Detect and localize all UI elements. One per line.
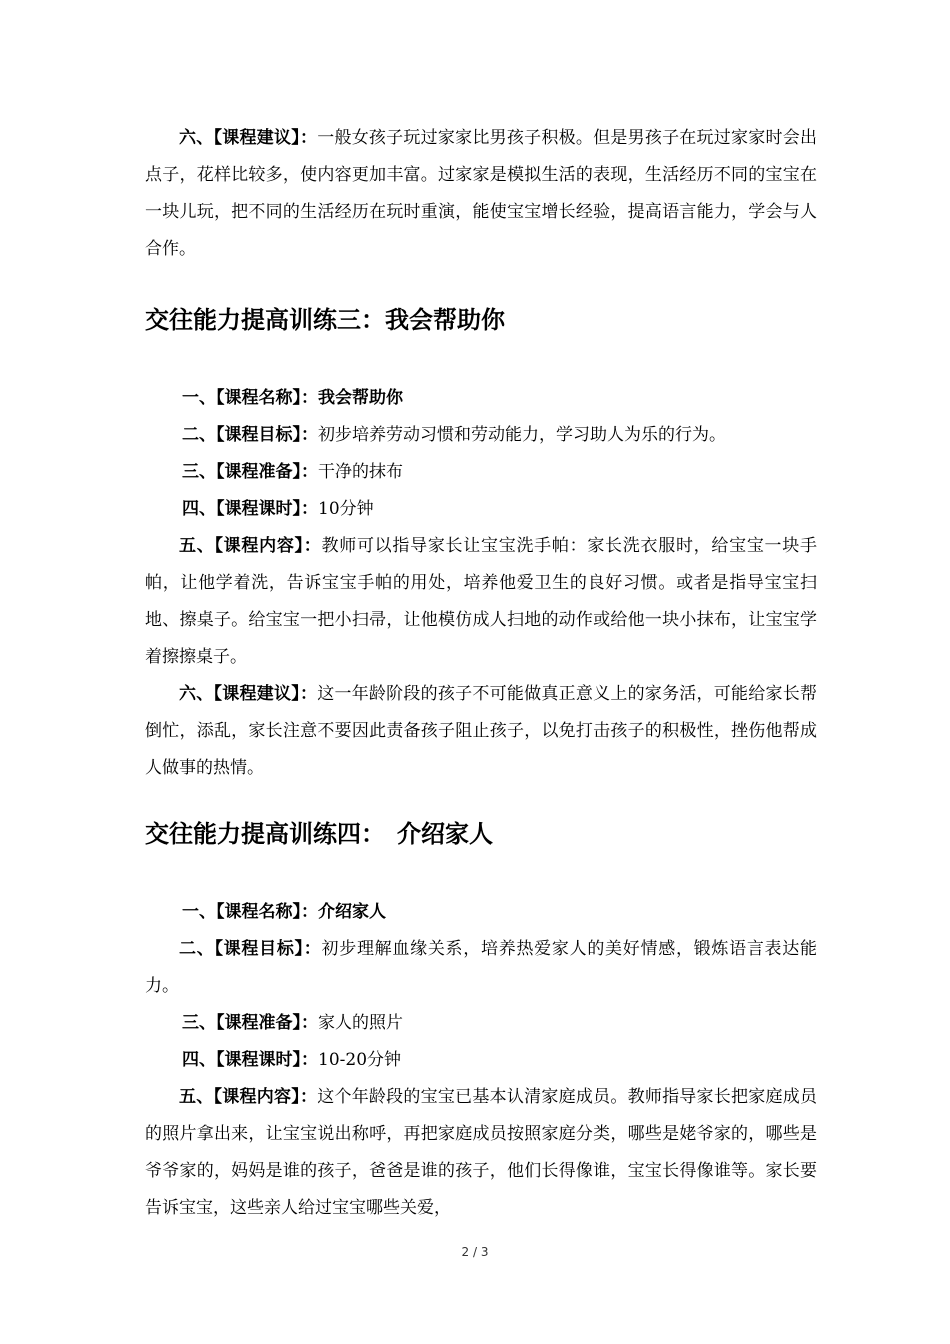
- s3-course-name: [182, 380, 822, 417]
- s4-course-goal-label: 二、【课程目标】：: [179, 939, 322, 959]
- s3-course-advice-value: 这一年龄阶段的孩子不可能做真正意义上的家务活，可能给家长帮倒忙，添乱，家长注意不要因此责备孩子阻止孩子，以免打击孩子的积极性，挫伤他帮成人做事的热情。: [145, 684, 818, 778]
- s3-course-name-value: 我会帮助你: [318, 388, 403, 408]
- s3-course-content-value: 教师可以指导家长让宝宝洗手帕：家长洗衣服时，给宝宝一块手帕，让他学着洗，告诉宝宝手帕的用处，培养他爱卫生的良好习惯。或者是指导宝宝扫地、擦桌子。给宝宝一把小扫帚，让他模仿成人扫地的动作或给他一块小抹布，让宝宝学着擦擦桌子。: [145, 536, 817, 667]
- section-heading-3: 交往能力提高训练三：我会帮助你: [145, 306, 505, 334]
- s3-course-goal-label: 二、【课程目标】：: [182, 425, 318, 445]
- s3-course-time-value: 10分钟: [318, 499, 374, 519]
- s4-course-goal: [145, 931, 817, 1005]
- s4-course-name: [182, 894, 822, 931]
- s4-course-prep-value: 家人的照片: [318, 1013, 403, 1033]
- page-number: 2 / 3: [461, 1245, 489, 1259]
- s4-course-name-value: 介绍家人: [318, 902, 386, 922]
- s3-course-goal-value: 初步培养劳动习惯和劳动能力，学习助人为乐的行为。: [318, 425, 726, 445]
- section-heading-4: 交往能力提高训练四： 介绍家人: [145, 820, 493, 848]
- s4-course-goal-value: 初步理解血缘关系，培养热爱家人的美好情感，锻炼语言表达能力。: [145, 939, 817, 996]
- s4-course-content-value: 这个年龄段的宝宝已基本认清家庭成员。教师指导家长把家庭成员的照片拿出来，让宝宝说出称呼，再把家庭成员按照家庭分类，哪些是姥爷家的，哪些是爷爷家的，妈妈是谁的孩子，爸爸是谁的孩子，他们长得像谁，宝宝长得像谁等。家长要告诉宝宝，这些亲人给过宝宝哪些关爱，: [145, 1087, 818, 1218]
- s3-course-prep-value: 干净的抹布: [318, 462, 403, 482]
- s3-course-prep-label: 三、【课程准备】：: [182, 462, 318, 482]
- s3-course-content-label: 五、【课程内容】：: [179, 536, 322, 556]
- s4-course-content: [145, 1079, 817, 1227]
- s4-course-time-value: 10-20分钟: [318, 1050, 402, 1070]
- s3-course-goal: [182, 417, 822, 454]
- s3-course-prep: [182, 454, 822, 491]
- s3-course-advice-label: 六、【课程建议】：: [179, 684, 318, 704]
- s3-course-name-label: 一、【课程名称】：: [182, 388, 318, 408]
- s4-course-time-label: 四、【课程课时】：: [182, 1050, 318, 1070]
- s3-course-content: [145, 528, 817, 676]
- s3-course-time: [182, 491, 822, 528]
- s4-course-content-label: 五、【课程内容】：: [179, 1087, 318, 1107]
- s3-course-time-label: 四、【课程课时】：: [182, 499, 318, 519]
- s4-course-prep-label: 三、【课程准备】：: [182, 1013, 318, 1033]
- s4-course-prep: [182, 1005, 822, 1042]
- course-advice-label: 六、【课程建议】：: [179, 128, 318, 148]
- s4-course-time: [182, 1042, 822, 1079]
- course-advice-paragraph: [145, 120, 817, 268]
- s3-course-advice: [145, 676, 817, 787]
- course-advice-text: 一般女孩子玩过家家比男孩子积极。但是男孩子在玩过家家时会出点子，花样比较多，使内容更加丰富。过家家是模拟生活的表现，生活经历不同的宝宝在一块儿玩，把不同的生活经历在玩时重演，能使宝宝增长经验，提高语言能力，学会与人合作。: [145, 128, 818, 259]
- s4-course-name-label: 一、【课程名称】：: [182, 902, 318, 922]
